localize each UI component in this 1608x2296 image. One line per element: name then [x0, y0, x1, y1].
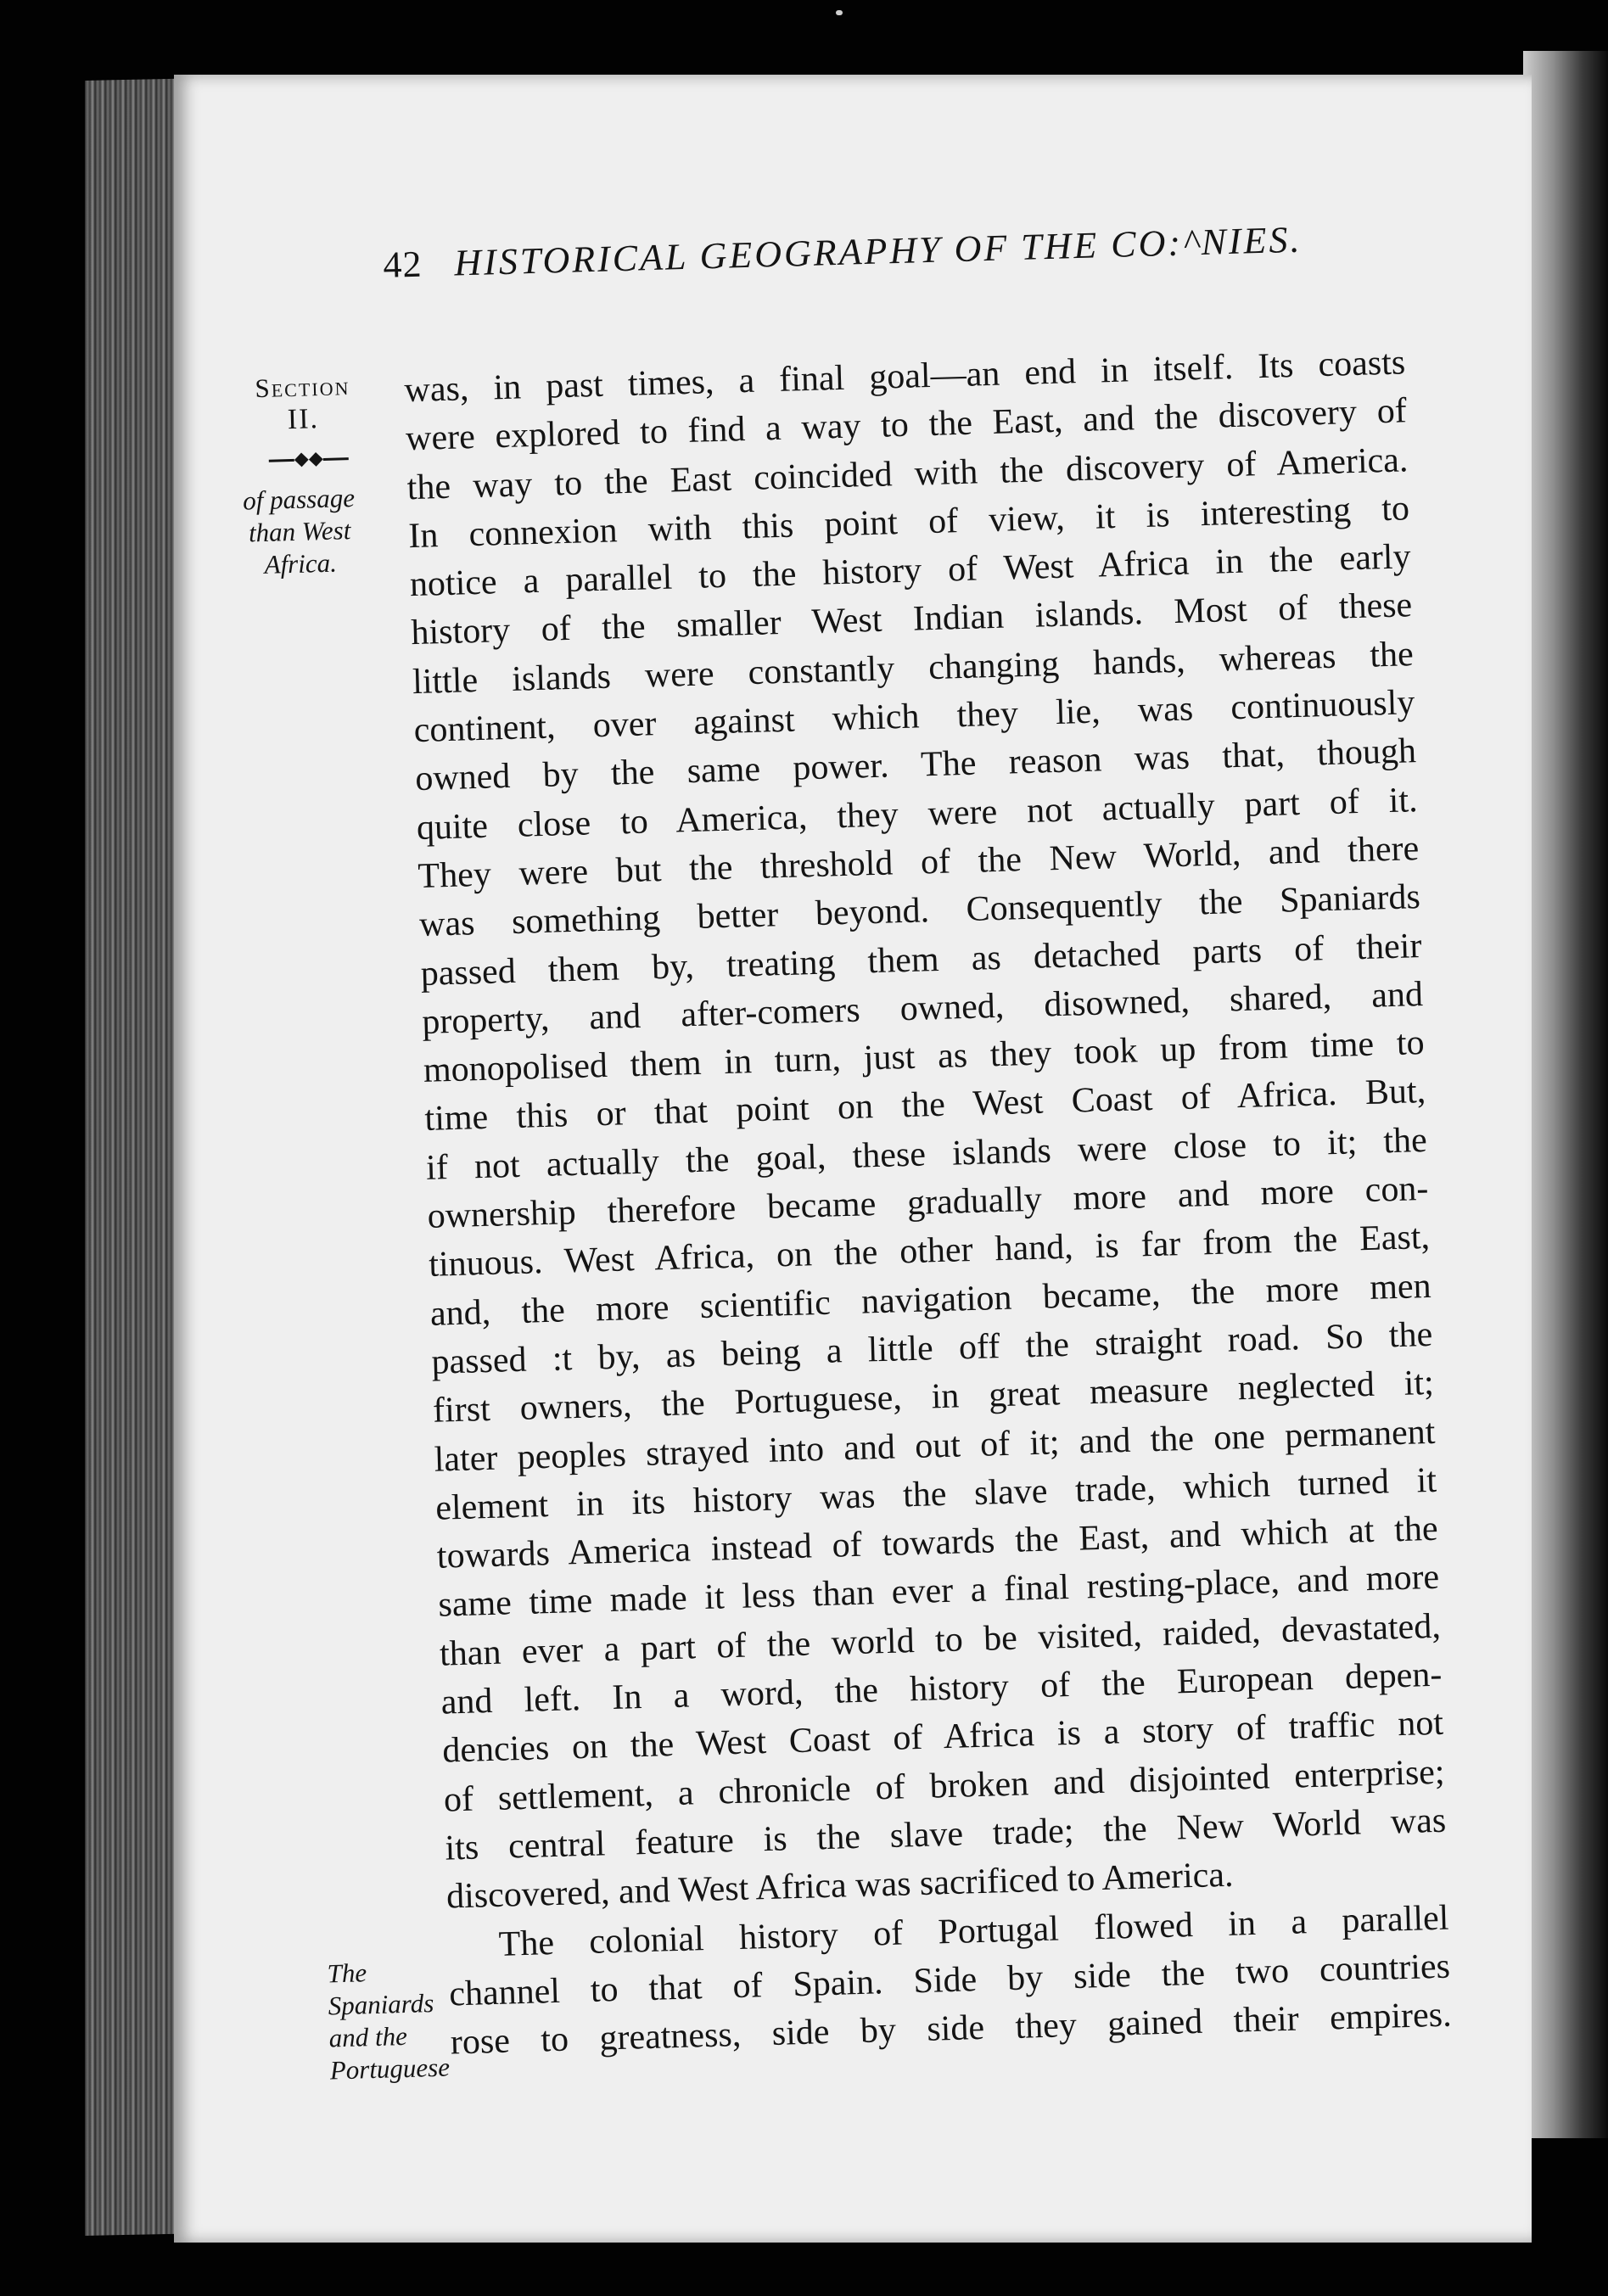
margin-note-line: than West	[248, 515, 351, 548]
margin-note-line: The	[327, 1957, 367, 1989]
body-text	[404, 339, 1453, 2068]
running-head-title: HISTORICAL GEOGRAPHY OF THE CO:^NIES.	[453, 218, 1303, 284]
section-word: Section	[254, 371, 350, 404]
page-number: 42	[382, 243, 423, 286]
text-line: monopolised them in turn, just as they took up from time to	[423, 1023, 1426, 1091]
text-line: later peoples strayed into and out of it; and the one permanent	[434, 1412, 1436, 1480]
text-line: The colonial history of Portugal flowed in a parallel	[498, 1898, 1449, 1964]
margin-note-line: and the	[328, 2020, 408, 2053]
text-line: channel to that of Spain. Side by side the two countries	[448, 1946, 1451, 2014]
section-label	[230, 369, 376, 438]
text-line: rose to greatness, side by side they gained their empires.	[450, 1995, 1453, 2063]
text-line: passed :t by, as being a little off the straight road. So the	[430, 1314, 1433, 1382]
text-line: property, and after-comers owned, disowned, shared, and	[421, 974, 1424, 1042]
margin-note-line: Africa.	[264, 547, 338, 580]
text-line: element in its history was the slave trade, which turned it	[434, 1460, 1437, 1528]
text-line: and left. In a word, the history of the European depen-	[440, 1655, 1443, 1722]
margin-note-line: of passage	[242, 482, 356, 516]
margin-note-passage	[227, 481, 373, 582]
text-line: passed them by, treating them as detached parts of their	[420, 926, 1422, 994]
text-line: of settlement, a chronicle of broken and disjointed enterprise;	[443, 1752, 1446, 1820]
text-line: towards America instead of towards the East, and which at the	[436, 1509, 1439, 1576]
text-line: were explored to find a way to the East, and the discovery of	[405, 391, 1408, 459]
text-line: was, in past times, a final goal—an end in itself. Its coasts	[403, 343, 1406, 411]
section-numeral: II.	[287, 403, 320, 436]
text-line: time this or that point on the West Coast of Africa. But,	[423, 1072, 1426, 1140]
running-head	[383, 218, 1303, 287]
text-line: notice a parallel to the history of West Africa in the early	[409, 537, 1412, 605]
section-ornament: ◆◆	[261, 448, 356, 469]
text-line: was something better beyond. Consequently the Spaniards	[418, 877, 1421, 945]
text-line: ownership therefore became gradually more and more con-	[427, 1168, 1429, 1236]
text-line: little islands were constantly changing hands, whereas the	[412, 634, 1415, 702]
text-line: and, the more scientific navigation became, the more men	[429, 1266, 1432, 1334]
text-line: They were but the threshold of the New World, and there	[417, 829, 1420, 896]
text-line: owned by the same power. The reason was that, though	[414, 731, 1417, 799]
text-line: continent, over against which they lie, was continuously	[413, 683, 1415, 751]
margin-note-line: Spaniards	[328, 1988, 434, 2021]
text-line: tinuous. West Africa, on the other hand, is far from the East,	[428, 1218, 1431, 1285]
text-line: first owners, the Portuguese, in great measure neglected it;	[432, 1364, 1435, 1431]
text-line: if not actually the goal, these islands were close to it; the	[425, 1120, 1428, 1188]
text-line: history of the smaller West Indian islands. Most of these	[410, 585, 1413, 653]
text-line: its central feature is the slave trade; the New World was	[444, 1800, 1447, 1868]
text-line: than ever a part of the world to be visited, raided, devastated,	[439, 1606, 1442, 1674]
text-line: quite close to America, they were not actually part of it.	[416, 780, 1419, 848]
text-line: discovered, and West Africa was sacrificed to America.	[445, 1855, 1235, 1917]
margin-note-line: Portuguese	[329, 2052, 451, 2086]
text-line: dencies on the West Coast of Africa is a story of traffic not	[441, 1703, 1444, 1771]
text-line: In connexion with this point of view, it is interesting to	[407, 489, 1410, 557]
text-line: same time made it less than ever a final resting-place, and more	[437, 1558, 1440, 1626]
text-line: the way to the East coincided with the discovery of America.	[406, 440, 1409, 507]
